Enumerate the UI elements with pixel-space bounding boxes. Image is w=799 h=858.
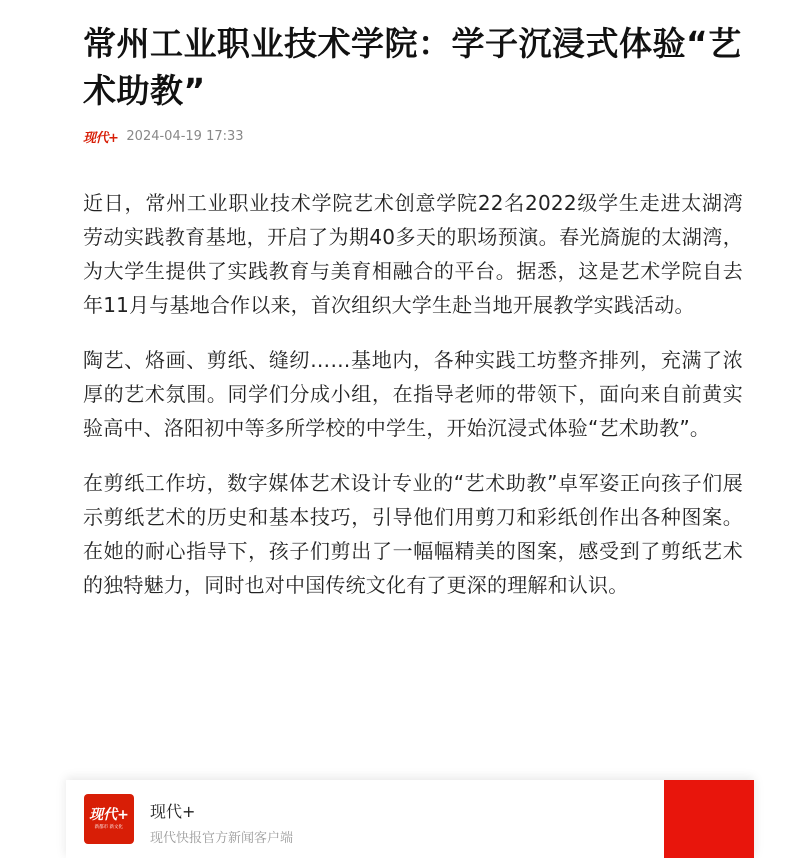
article-paragraph: 在剪纸工作坊，数字媒体艺术设计专业的“艺术助教”卓军姿正向孩子们展示剪纸艺术的历史和基本技巧，引导他们用剪刀和彩纸创作出各种图案。在她的耐心指导下，孩子们剪出了一幅幅精美的图案，感受到了剪纸艺术的独特魅力，同时也对中国传统文化有了更深的理解和认识。 bbox=[83, 471, 743, 597]
app-name: 现代+ bbox=[150, 802, 196, 821]
app-description: 现代快报官方新闻客户端 bbox=[150, 831, 294, 846]
open-app-button[interactable] bbox=[664, 780, 754, 858]
article-paragraph: 近日，常州工业职业技术学院艺术创意学院22名2022级学生走进太湖湾劳动实践教育基地，开启了为期40多天的职场预演。春光旖旎的太湖湾，为大学生提供了实践教育与美育相融合的平台。据悉，这是艺术学院自去年11月与基地合作以来，首次组织大学生赴当地开展教学实践活动。 bbox=[83, 191, 743, 317]
article-title: 常州工业职业技术学院：学子沉浸式体验“艺术助教” bbox=[83, 24, 742, 110]
app-icon[interactable] bbox=[84, 794, 134, 844]
article bbox=[83, 20, 743, 623]
article-paragraph: 陶艺、烙画、剪纸、缝纫……基地内，各种实践工坊整齐排列，充满了浓厚的艺术氛围。同学们分成小组，在指导老师的带领下，面向来自前黄实验高中、洛阳初中等多所学校的中学生，开始沉浸式体验“艺术助教”。 bbox=[83, 348, 743, 440]
app-icon-logo: 现代+ bbox=[89, 807, 129, 823]
publish-time: 2024-04-19 17:33 bbox=[126, 128, 244, 144]
app-icon-tagline: 新都市 新文化 bbox=[94, 824, 124, 830]
app-download-banner[interactable] bbox=[66, 780, 754, 858]
source-logo[interactable]: 现代+ bbox=[83, 130, 119, 146]
article-body bbox=[83, 186, 743, 602]
article-meta bbox=[83, 126, 743, 146]
